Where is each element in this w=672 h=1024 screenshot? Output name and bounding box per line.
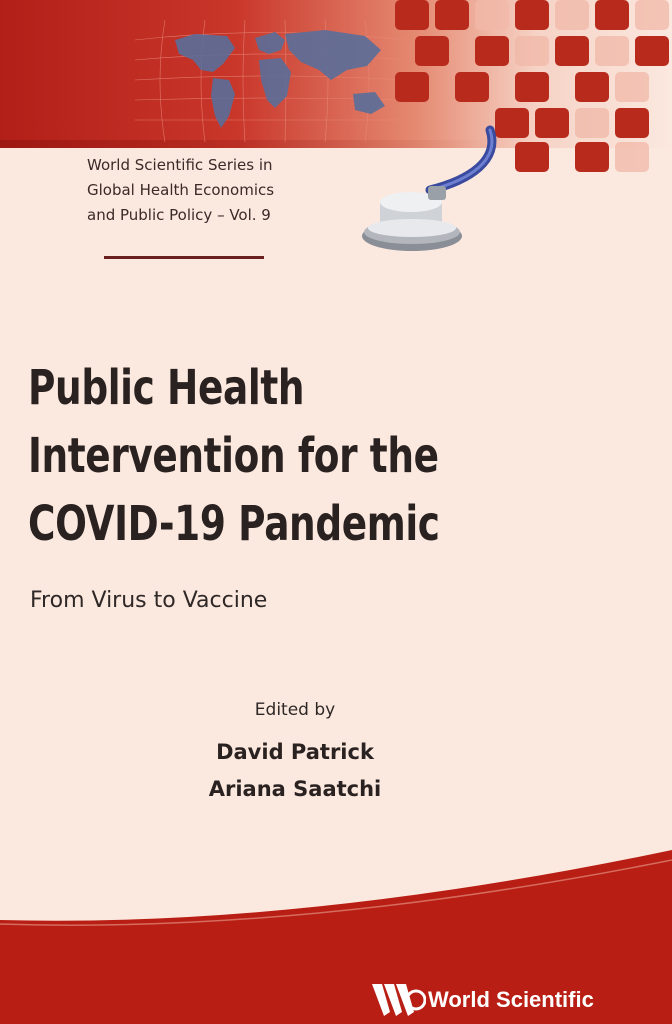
title-line-3: COVID-19 Pandemic — [28, 496, 440, 552]
series-line-2: Global Health Economics — [87, 181, 275, 199]
publisher-name: World Scientific — [428, 987, 594, 1012]
book-title — [28, 354, 519, 558]
editor-name-2: Ariana Saatchi — [208, 777, 382, 801]
stethoscope-icon — [350, 120, 520, 270]
title-line-2: Intervention for the — [28, 428, 439, 484]
editors-list — [0, 734, 590, 808]
world-scientific-logo-icon — [370, 980, 426, 1020]
series-title — [87, 153, 307, 228]
series-line-3: and Public Policy – Vol. 9 — [87, 206, 271, 224]
series-line-1: World Scientific Series in — [87, 156, 273, 174]
title-line-1: Public Health — [28, 360, 305, 416]
book-subtitle: From Virus to Vaccine — [30, 588, 268, 613]
publisher-mark — [370, 978, 594, 1022]
edited-by-label: Edited by — [254, 700, 336, 720]
series-divider — [104, 256, 264, 259]
editor-name-1: David Patrick — [216, 740, 374, 764]
